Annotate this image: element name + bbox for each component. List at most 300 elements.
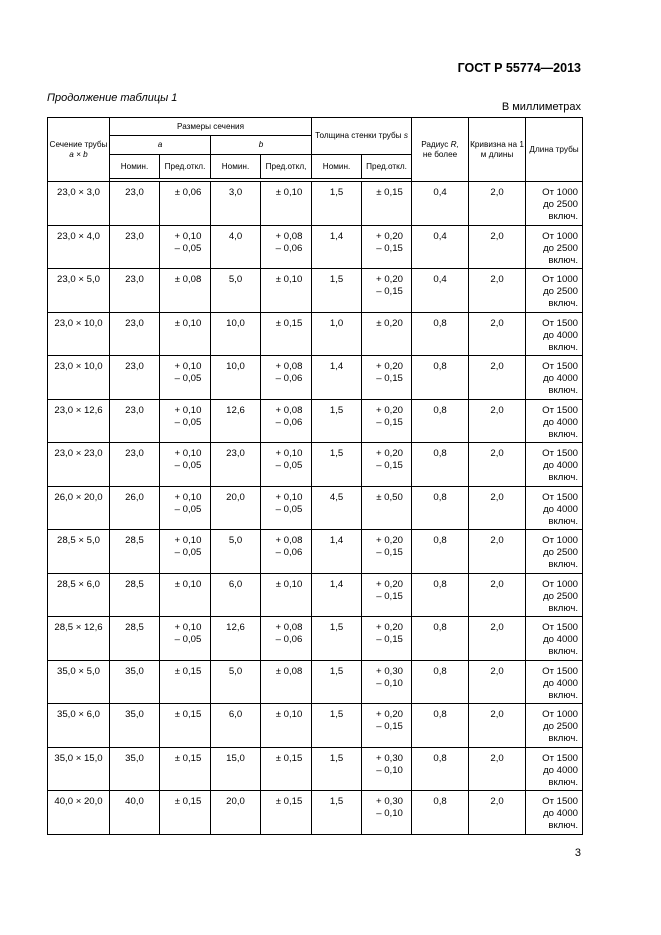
cell-s-deviation-value: + 0,20 – 0,15 xyxy=(376,404,403,428)
cell-curvature xyxy=(469,356,526,400)
cell-s-deviation xyxy=(362,312,412,356)
cell-radius-value: 0,8 xyxy=(433,404,447,416)
cell-b-deviation xyxy=(261,182,312,226)
table-row xyxy=(48,312,583,356)
cell-curvature-value: 2,0 xyxy=(490,622,504,633)
cell-b-deviation xyxy=(261,747,312,791)
cell-a-deviation xyxy=(160,791,211,835)
cell-s-deviation-value: + 0,20 – 0,15 xyxy=(376,622,403,645)
cell-length-value: От 1500 до 4000 включ. xyxy=(542,665,579,701)
cell-curvature-value: 2,0 xyxy=(490,665,504,677)
cell-b-nominal-value: 10,0 xyxy=(226,361,245,372)
cell-section-value: 40,0 × 20,0 xyxy=(54,796,103,807)
cell-section xyxy=(48,356,110,400)
cell-a-deviation xyxy=(160,747,211,791)
cell-a-deviation-value: + 0,10 – 0,05 xyxy=(174,361,202,384)
cell-radius xyxy=(412,617,469,661)
cell-s-deviation xyxy=(362,356,412,400)
cell-a-deviation xyxy=(160,660,211,704)
cell-a-deviation-value: + 0,10 – 0,05 xyxy=(174,535,202,558)
cell-length xyxy=(526,399,583,443)
cell-length xyxy=(526,225,583,269)
cell-curvature-value: 2,0 xyxy=(490,361,504,372)
cell-a-deviation xyxy=(160,573,211,617)
table-header xyxy=(48,118,583,182)
cell-radius-value: 0,8 xyxy=(433,317,447,329)
cell-a-deviation xyxy=(160,486,211,530)
cell-length xyxy=(526,312,583,356)
cell-a-deviation-value: ± 0,15 xyxy=(174,709,202,720)
cell-b-deviation-value: + 0,08 – 0,06 xyxy=(275,361,303,384)
cell-s-deviation-value: + 0,20 – 0,15 xyxy=(376,361,403,384)
cell-curvature-value: 2,0 xyxy=(490,317,504,329)
cell-radius-value: 0,8 xyxy=(433,578,447,590)
cell-a-nominal-value: 35,0 xyxy=(125,665,144,677)
cell-s-nominal-value: 1,4 xyxy=(329,361,344,372)
header-b-deviation: Пред.откл, xyxy=(261,155,312,179)
cell-a-nominal-value: 40,0 xyxy=(125,796,144,807)
cell-section xyxy=(48,530,110,574)
cell-length xyxy=(526,269,583,313)
cell-section-value: 23,0 × 10,0 xyxy=(54,361,103,372)
cell-length xyxy=(526,182,583,226)
cell-curvature xyxy=(469,791,526,835)
cell-b-nominal-value: 12,6 xyxy=(226,622,245,633)
cell-a-nominal-value: 23,0 xyxy=(125,317,144,329)
table-row xyxy=(48,747,583,791)
header-radius xyxy=(412,118,469,182)
cell-a-nominal-value: 23,0 xyxy=(125,274,144,285)
cell-b-deviation xyxy=(261,617,312,661)
cell-b-deviation xyxy=(261,225,312,269)
cell-section xyxy=(48,660,110,704)
header-a xyxy=(110,136,211,155)
cell-s-nominal xyxy=(312,573,362,617)
cell-b-nominal xyxy=(211,660,261,704)
cell-a-nominal xyxy=(110,704,160,748)
table-row xyxy=(48,660,583,704)
cell-a-nominal xyxy=(110,486,160,530)
header-thickness-symbol: s xyxy=(403,131,408,140)
units-note: В миллиметрах xyxy=(501,101,581,113)
header-s-deviation: Пред.откл. xyxy=(362,155,412,179)
cell-radius xyxy=(412,791,469,835)
cell-a-nominal-value: 28,5 xyxy=(125,622,144,633)
page-number: 3 xyxy=(574,847,581,859)
cell-s-deviation xyxy=(362,791,412,835)
cell-s-nominal-value: 1,5 xyxy=(329,665,344,677)
cell-a-nominal xyxy=(110,617,160,661)
header-b xyxy=(211,136,312,155)
header-thickness xyxy=(312,118,412,155)
cell-radius xyxy=(412,399,469,443)
cell-curvature-value: 2,0 xyxy=(490,491,504,503)
table-row xyxy=(48,573,583,617)
cell-s-deviation xyxy=(362,399,412,443)
cell-b-deviation xyxy=(261,356,312,400)
cell-a-deviation xyxy=(160,356,211,400)
cell-radius xyxy=(412,225,469,269)
header-sizes: Размеры сечения xyxy=(110,118,312,136)
cell-s-nominal-value: 1,5 xyxy=(329,274,344,285)
cell-section-value: 35,0 × 5,0 xyxy=(57,665,100,677)
header-section xyxy=(48,118,110,182)
cell-b-deviation-value: + 0,08 – 0,06 xyxy=(275,535,303,558)
cell-s-nominal xyxy=(312,356,362,400)
cell-a-nominal-value: 35,0 xyxy=(125,709,144,720)
cell-a-nominal-value: 23,0 xyxy=(125,361,144,372)
cell-b-deviation xyxy=(261,530,312,574)
cell-a-deviation-value: + 0,10 – 0,05 xyxy=(174,230,202,254)
cell-a-deviation xyxy=(160,182,211,226)
cell-length-value: От 1000 до 2500 включ. xyxy=(542,578,579,614)
cell-a-deviation-value: ± 0,15 xyxy=(174,665,202,677)
cell-s-nominal-value: 1,4 xyxy=(329,230,344,242)
cell-length xyxy=(526,356,583,400)
cell-s-nominal-value: 1,4 xyxy=(329,578,344,590)
cell-b-deviation xyxy=(261,486,312,530)
cell-length xyxy=(526,791,583,835)
cell-b-nominal xyxy=(211,443,261,487)
cell-radius xyxy=(412,269,469,313)
cell-b-nominal xyxy=(211,225,261,269)
cell-s-nominal-value: 1,5 xyxy=(329,187,344,198)
cell-radius-value: 0,8 xyxy=(433,361,447,372)
cell-a-deviation-value: ± 0,08 xyxy=(174,274,202,285)
cell-length-value: От 1500 до 4000 включ. xyxy=(542,622,579,657)
cell-section-value: 23,0 × 23,0 xyxy=(54,448,103,459)
table-row xyxy=(48,182,583,226)
cell-s-nominal xyxy=(312,269,362,313)
cell-s-deviation xyxy=(362,747,412,791)
cell-s-nominal xyxy=(312,443,362,487)
cell-s-nominal xyxy=(312,704,362,748)
cell-section-value: 23,0 × 4,0 xyxy=(57,230,100,242)
table-row xyxy=(48,399,583,443)
cell-b-deviation-value: ± 0,15 xyxy=(275,796,303,807)
cell-a-nominal-value: 23,0 xyxy=(125,187,144,198)
cell-s-deviation xyxy=(362,573,412,617)
cell-curvature xyxy=(469,704,526,748)
cell-b-deviation-value: + 0,08 – 0,06 xyxy=(275,230,303,254)
table-row xyxy=(48,704,583,748)
cell-b-deviation-value: + 0,08 – 0,06 xyxy=(275,622,303,645)
cell-a-deviation-value: ± 0,15 xyxy=(174,796,202,807)
cell-curvature xyxy=(469,660,526,704)
cell-b-nominal xyxy=(211,269,261,313)
cell-curvature-value: 2,0 xyxy=(490,274,504,285)
cell-s-deviation-value: + 0,30 – 0,10 xyxy=(376,796,403,819)
cell-a-deviation-value: + 0,10 – 0,05 xyxy=(174,491,202,515)
header-thickness-label: Толщина стенки трубы xyxy=(315,131,402,140)
cell-s-nominal xyxy=(312,225,362,269)
cell-curvature xyxy=(469,747,526,791)
cell-section-value: 23,0 × 3,0 xyxy=(57,187,100,198)
cell-s-deviation xyxy=(362,269,412,313)
cell-s-deviation xyxy=(362,182,412,226)
cell-a-deviation-value: + 0,10 – 0,05 xyxy=(174,448,202,471)
cell-section xyxy=(48,443,110,487)
cell-b-deviation-value: ± 0,10 xyxy=(275,709,303,720)
header-section-label: Сечение трубы xyxy=(49,139,108,149)
cell-radius-value: 0,8 xyxy=(433,665,447,677)
cell-section xyxy=(48,312,110,356)
cell-b-nominal-value: 10,0 xyxy=(226,317,245,329)
cell-s-deviation xyxy=(362,530,412,574)
header-radius-suffix: не более xyxy=(422,149,458,159)
header-a-deviation: Пред.откл. xyxy=(160,155,211,179)
cell-b-deviation-value: + 0,08 – 0,06 xyxy=(275,404,303,428)
cell-b-nominal-value: 5,0 xyxy=(228,665,243,677)
cell-a-nominal xyxy=(110,269,160,313)
cell-curvature xyxy=(469,269,526,313)
cell-a-deviation-value: ± 0,06 xyxy=(174,187,202,198)
cell-a-nominal xyxy=(110,573,160,617)
cell-b-deviation-value: + 0,10 – 0,05 xyxy=(275,448,303,471)
cell-radius xyxy=(412,573,469,617)
cell-s-deviation xyxy=(362,660,412,704)
cell-section-value: 35,0 × 15,0 xyxy=(54,752,103,764)
cell-length-value: От 1500 до 4000 включ. xyxy=(542,448,579,483)
cell-curvature xyxy=(469,182,526,226)
cell-a-nominal xyxy=(110,747,160,791)
header-radius-label: Радиус xyxy=(421,139,449,149)
cell-a-nominal-value: 23,0 xyxy=(125,404,144,416)
cell-section xyxy=(48,704,110,748)
cell-b-nominal-value: 5,0 xyxy=(228,535,243,546)
cell-s-nominal-value: 1,4 xyxy=(329,535,344,546)
header-length: Длина трубы xyxy=(526,118,583,182)
cell-b-deviation xyxy=(261,399,312,443)
cell-s-nominal xyxy=(312,182,362,226)
cell-a-deviation-value: + 0,10 – 0,05 xyxy=(174,404,202,428)
cell-a-deviation xyxy=(160,443,211,487)
header-section-formula: a × b xyxy=(69,149,88,159)
cell-a-nominal xyxy=(110,225,160,269)
cell-s-nominal xyxy=(312,486,362,530)
cell-curvature xyxy=(469,617,526,661)
cell-b-nominal-value: 20,0 xyxy=(226,491,245,503)
cell-b-deviation-value: ± 0,15 xyxy=(275,317,303,329)
cell-b-nominal xyxy=(211,747,261,791)
header-radius-symbol: R, xyxy=(450,139,459,149)
cell-section-value: 23,0 × 5,0 xyxy=(57,274,100,285)
cell-radius-value: 0,8 xyxy=(433,535,447,546)
table-row xyxy=(48,225,583,269)
cell-s-nominal xyxy=(312,660,362,704)
cell-a-nominal xyxy=(110,312,160,356)
cell-b-deviation-value: ± 0,10 xyxy=(275,274,303,285)
table-row xyxy=(48,443,583,487)
cell-curvature xyxy=(469,312,526,356)
cell-a-deviation-value: ± 0,15 xyxy=(174,752,202,764)
cell-radius xyxy=(412,530,469,574)
cell-b-nominal xyxy=(211,573,261,617)
cell-a-deviation-value: ± 0,10 xyxy=(174,317,202,329)
cell-length-value: От 1500 до 4000 включ. xyxy=(542,361,579,396)
cell-s-nominal xyxy=(312,617,362,661)
cell-s-nominal-value: 4,5 xyxy=(329,491,344,503)
cell-a-deviation xyxy=(160,530,211,574)
cell-b-nominal xyxy=(211,530,261,574)
cell-radius xyxy=(412,443,469,487)
cell-length xyxy=(526,573,583,617)
cell-b-deviation-value: ± 0,08 xyxy=(275,665,303,677)
header-s-nominal: Номин. xyxy=(312,155,362,179)
cell-curvature-value: 2,0 xyxy=(490,709,504,720)
header-a-symbol: a xyxy=(157,140,163,149)
cell-s-deviation xyxy=(362,486,412,530)
cell-a-nominal xyxy=(110,182,160,226)
cell-b-nominal xyxy=(211,486,261,530)
table-continuation-caption: Продолжение таблицы 1 xyxy=(47,92,178,104)
cell-s-deviation-value: + 0,30 – 0,10 xyxy=(376,752,403,776)
cell-a-deviation xyxy=(160,269,211,313)
cell-s-nominal xyxy=(312,791,362,835)
cell-radius-value: 0,8 xyxy=(433,752,447,764)
cell-curvature xyxy=(469,486,526,530)
cell-radius xyxy=(412,356,469,400)
cell-b-nominal xyxy=(211,704,261,748)
cell-section xyxy=(48,573,110,617)
cell-s-nominal xyxy=(312,399,362,443)
cell-s-deviation-value: + 0,30 – 0,10 xyxy=(376,665,403,689)
cell-curvature xyxy=(469,573,526,617)
cell-s-nominal-value: 1,5 xyxy=(329,752,344,764)
header-b-nominal: Номин. xyxy=(211,155,261,179)
cell-section-value: 28,5 × 5,0 xyxy=(57,535,100,546)
cell-radius-value: 0,8 xyxy=(433,622,447,633)
cell-b-nominal-value: 20,0 xyxy=(226,796,245,807)
cell-length xyxy=(526,747,583,791)
cell-length-value: От 1500 до 4000 включ. xyxy=(542,317,579,353)
cell-b-nominal xyxy=(211,617,261,661)
cell-section xyxy=(48,747,110,791)
cell-curvature-value: 2,0 xyxy=(490,404,504,416)
cell-s-nominal-value: 1,5 xyxy=(329,622,344,633)
cell-b-deviation xyxy=(261,704,312,748)
cell-curvature-value: 2,0 xyxy=(490,796,504,807)
table-body xyxy=(48,182,583,835)
cell-b-nominal-value: 4,0 xyxy=(228,230,243,242)
cell-section-value: 28,5 × 6,0 xyxy=(57,578,100,590)
cell-b-deviation xyxy=(261,791,312,835)
cell-a-nominal-value: 26,0 xyxy=(125,491,144,503)
cell-section xyxy=(48,269,110,313)
cell-radius-value: 0,4 xyxy=(433,187,447,198)
cell-length xyxy=(526,660,583,704)
cell-s-deviation xyxy=(362,443,412,487)
cell-b-nominal-value: 23,0 xyxy=(226,448,245,459)
cell-section xyxy=(48,225,110,269)
cell-a-deviation xyxy=(160,225,211,269)
cell-b-nominal-value: 15,0 xyxy=(226,752,245,764)
table-row xyxy=(48,617,583,661)
cell-section xyxy=(48,486,110,530)
cell-section-value: 35,0 × 6,0 xyxy=(57,709,100,720)
cell-b-nominal xyxy=(211,182,261,226)
cell-s-deviation-value: + 0,20 – 0,15 xyxy=(376,274,403,297)
cell-radius-value: 0,8 xyxy=(433,448,447,459)
cell-a-deviation xyxy=(160,617,211,661)
cell-curvature xyxy=(469,399,526,443)
cell-a-nominal xyxy=(110,399,160,443)
document-code: ГОСТ Р 55774—2013 xyxy=(457,61,581,75)
cell-section xyxy=(48,617,110,661)
cell-s-deviation xyxy=(362,617,412,661)
cell-radius xyxy=(412,660,469,704)
cell-b-deviation xyxy=(261,443,312,487)
cell-length xyxy=(526,486,583,530)
cell-a-deviation xyxy=(160,312,211,356)
cell-radius xyxy=(412,704,469,748)
cell-b-nominal-value: 6,0 xyxy=(228,709,243,720)
cell-b-deviation xyxy=(261,312,312,356)
cell-a-nominal xyxy=(110,660,160,704)
cell-s-deviation xyxy=(362,704,412,748)
cell-radius xyxy=(412,312,469,356)
cell-a-deviation-value: ± 0,10 xyxy=(174,578,202,590)
cell-s-nominal xyxy=(312,747,362,791)
cell-length-value: От 1000 до 2500 включ. xyxy=(542,274,579,309)
cell-length-value: От 1000 до 2500 включ. xyxy=(542,709,579,744)
header-a-nominal: Номин. xyxy=(110,155,160,179)
cell-radius xyxy=(412,182,469,226)
cell-b-deviation-value: ± 0,10 xyxy=(275,578,303,590)
cell-b-deviation-value: ± 0,10 xyxy=(275,187,303,198)
cell-radius-value: 0,4 xyxy=(433,230,447,242)
cell-length xyxy=(526,617,583,661)
cell-s-nominal-value: 1,5 xyxy=(329,404,344,416)
cell-b-nominal xyxy=(211,312,261,356)
cell-s-deviation-value: ± 0,20 xyxy=(376,317,403,329)
cell-b-nominal xyxy=(211,791,261,835)
cell-a-nominal-value: 23,0 xyxy=(125,448,144,459)
cell-radius xyxy=(412,486,469,530)
cell-curvature-value: 2,0 xyxy=(490,187,504,198)
cell-s-nominal-value: 1,5 xyxy=(329,709,344,720)
cell-curvature-value: 2,0 xyxy=(490,230,504,242)
cell-curvature-value: 2,0 xyxy=(490,578,504,590)
cell-curvature xyxy=(469,443,526,487)
cell-a-deviation xyxy=(160,399,211,443)
header-b-symbol: b xyxy=(258,140,264,149)
cell-b-nominal xyxy=(211,356,261,400)
table-row xyxy=(48,269,583,313)
cell-length xyxy=(526,530,583,574)
cell-section xyxy=(48,182,110,226)
cell-b-nominal-value: 5,0 xyxy=(228,274,243,285)
cell-b-nominal-value: 12,6 xyxy=(226,404,245,416)
pipe-dimensions-table xyxy=(47,117,583,835)
cell-a-nominal-value: 28,5 xyxy=(125,578,144,590)
cell-section-value: 28,5 × 12,6 xyxy=(54,622,103,633)
cell-length-value: От 1500 до 4000 включ. xyxy=(542,404,579,440)
cell-b-deviation xyxy=(261,660,312,704)
cell-a-nominal-value: 28,5 xyxy=(125,535,144,546)
cell-b-nominal-value: 3,0 xyxy=(228,187,243,198)
cell-a-nominal xyxy=(110,530,160,574)
cell-curvature-value: 2,0 xyxy=(490,535,504,546)
cell-a-nominal xyxy=(110,443,160,487)
cell-section-value: 23,0 × 12,6 xyxy=(54,404,103,416)
cell-s-nominal xyxy=(312,530,362,574)
cell-b-nominal xyxy=(211,399,261,443)
cell-s-deviation-value: ± 0,50 xyxy=(376,491,403,503)
cell-length xyxy=(526,704,583,748)
cell-a-deviation xyxy=(160,704,211,748)
cell-a-nominal-value: 23,0 xyxy=(125,230,144,242)
